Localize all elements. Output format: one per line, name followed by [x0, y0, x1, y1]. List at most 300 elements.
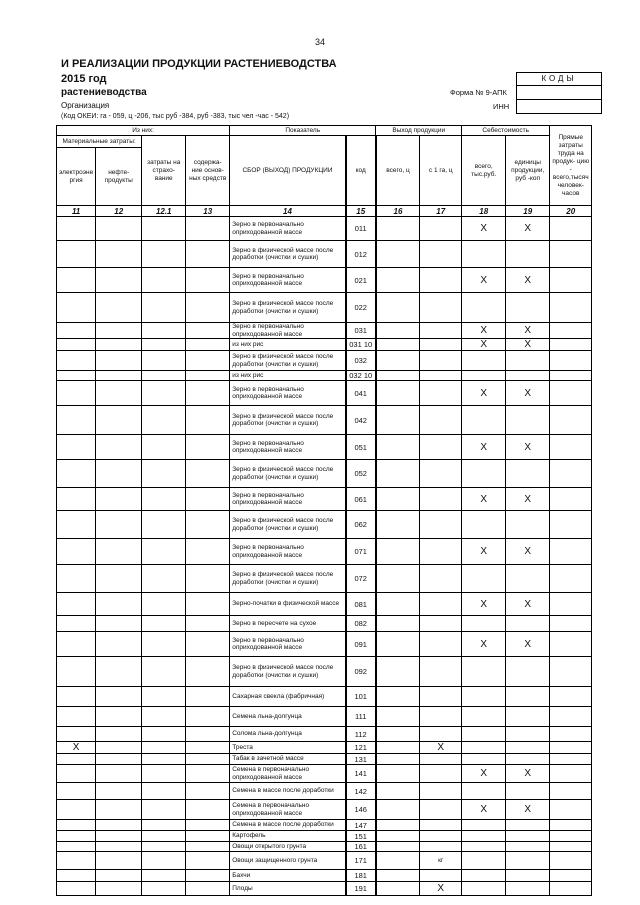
cell-c18: [462, 820, 506, 831]
cell-c17: [420, 632, 462, 657]
cell-c12-1: [142, 241, 186, 268]
cell-c13: [186, 488, 230, 511]
cell-c19: X: [506, 800, 550, 820]
cell-c12: [96, 783, 142, 800]
cell-c19: X: [506, 268, 550, 293]
row-code: 082: [346, 616, 376, 632]
row-code: 031: [346, 323, 376, 339]
cell-c12-1: [142, 406, 186, 435]
cell-c18: [462, 406, 506, 435]
cell-c19: X: [506, 539, 550, 565]
cell-c12-1: [142, 460, 186, 488]
cell-c19: [506, 783, 550, 800]
table-row: [57, 727, 592, 742]
cell-c20: [550, 381, 592, 406]
cell-c11: [57, 593, 96, 616]
table-row: [57, 241, 592, 268]
cell-c17: [420, 820, 462, 831]
production-table: [56, 125, 592, 896]
cell-c12-1: [142, 339, 186, 351]
cell-c18: [462, 241, 506, 268]
cell-c20: [550, 565, 592, 593]
row-code: 146: [346, 800, 376, 820]
row-code: 032: [346, 351, 376, 371]
cell-c11: [57, 381, 96, 406]
cell-c11: [57, 435, 96, 460]
cell-c13: [186, 754, 230, 765]
table-row: [57, 371, 592, 381]
title-line-3: растениеводства: [61, 87, 147, 98]
cell-c19: [506, 842, 550, 852]
header-c14: СБОР (ВЫХОД) ПРОДУКЦИИ: [230, 136, 346, 206]
cell-c16: [376, 460, 420, 488]
row-label: Овощи защищенного грунта: [230, 852, 346, 870]
row-label: Зерно в физической массе после доработки (очистки и сушки): [230, 460, 346, 488]
cell-c12: [96, 632, 142, 657]
cell-c16: [376, 882, 420, 896]
cell-c19: [506, 754, 550, 765]
cell-c13: [186, 351, 230, 371]
row-label: Зерно в физической массе после доработки (очистки и сушки): [230, 511, 346, 539]
cell-c20: [550, 657, 592, 687]
cell-c13: [186, 727, 230, 742]
table-row: [57, 742, 592, 754]
row-label: Бахчи: [230, 870, 346, 882]
table-row: [57, 406, 592, 435]
cell-c17: [420, 406, 462, 435]
cell-c16: [376, 870, 420, 882]
cell-c12-1: [142, 488, 186, 511]
table-row: [57, 217, 592, 241]
cell-c13: [186, 687, 230, 707]
cell-c12-1: [142, 707, 186, 727]
cell-c13: [186, 882, 230, 896]
table-row: [57, 488, 592, 511]
header-sebest: Себестоимость: [462, 126, 550, 136]
cell-c12: [96, 800, 142, 820]
cell-c20: [550, 435, 592, 460]
table-row: [57, 323, 592, 339]
codes-box: [516, 72, 602, 114]
cell-c19: [506, 870, 550, 882]
cell-c19: [506, 460, 550, 488]
cell-c13: [186, 632, 230, 657]
cell-c19: X: [506, 381, 550, 406]
cell-c18: X: [462, 435, 506, 460]
table-row: [57, 882, 592, 896]
cell-c12-1: [142, 268, 186, 293]
cell-c16: [376, 268, 420, 293]
cell-c12-1: [142, 657, 186, 687]
table-row: [57, 511, 592, 539]
cell-c18: [462, 565, 506, 593]
cell-c16: [376, 632, 420, 657]
cell-c12: [96, 742, 142, 754]
table-row: [57, 870, 592, 882]
cell-c20: [550, 870, 592, 882]
cell-c13: [186, 241, 230, 268]
cell-c20: [550, 742, 592, 754]
cell-c13: [186, 217, 230, 241]
cell-c12: [96, 754, 142, 765]
cell-c20: [550, 687, 592, 707]
cell-c19: [506, 371, 550, 381]
row-label: Зерно в физической массе после доработки (очистки и сушки): [230, 241, 346, 268]
cell-c19: X: [506, 488, 550, 511]
cell-c20: [550, 217, 592, 241]
header-material: Материальные затраты:: [57, 136, 142, 148]
cell-c20: [550, 293, 592, 323]
cell-c12: [96, 852, 142, 870]
cell-c11: [57, 217, 96, 241]
cell-c12: [96, 657, 142, 687]
header-c12-1: затраты на страхо- вание: [142, 136, 186, 206]
cell-c18: [462, 657, 506, 687]
cell-c12: [96, 687, 142, 707]
header-c16: всего, ц: [376, 136, 420, 206]
row-code: 101: [346, 687, 376, 707]
cell-c19: X: [506, 339, 550, 351]
header-c15: код: [346, 136, 376, 206]
row-code: 041: [346, 381, 376, 406]
cell-c20: [550, 268, 592, 293]
cell-c12: [96, 511, 142, 539]
cell-c18: X: [462, 765, 506, 783]
cell-c11: [57, 511, 96, 539]
cell-c12: [96, 217, 142, 241]
table-row: [57, 293, 592, 323]
cell-c13: [186, 707, 230, 727]
cell-c17: [420, 657, 462, 687]
cell-c19: [506, 511, 550, 539]
cell-c13: [186, 511, 230, 539]
cell-c19: [506, 687, 550, 707]
cell-c13: [186, 616, 230, 632]
row-code: 131: [346, 754, 376, 765]
row-label: Зерно в первоначально оприходованной массе: [230, 539, 346, 565]
cell-c16: [376, 593, 420, 616]
cell-c17: [420, 800, 462, 820]
cell-c12-1: [142, 852, 186, 870]
row-label: Зерно в физической массе после доработки (очистки и сушки): [230, 293, 346, 323]
cell-c12: [96, 435, 142, 460]
table-row: [57, 765, 592, 783]
cell-c11: [57, 657, 96, 687]
cell-c20: [550, 323, 592, 339]
cell-c12: [96, 241, 142, 268]
cell-c16: [376, 765, 420, 783]
inn-label: ИНН: [493, 102, 510, 111]
row-label: Картофель: [230, 831, 346, 842]
cell-c18: X: [462, 217, 506, 241]
cell-c12-1: [142, 800, 186, 820]
cell-c17: [420, 765, 462, 783]
row-code: 147: [346, 820, 376, 831]
cell-c12: [96, 406, 142, 435]
cell-c16: [376, 511, 420, 539]
cell-c18: X: [462, 539, 506, 565]
cell-c18: [462, 870, 506, 882]
title-line-2: 2015 год: [61, 73, 107, 85]
cell-c17: [420, 241, 462, 268]
cell-c18: X: [462, 268, 506, 293]
cell-c18: [462, 687, 506, 707]
cell-c16: [376, 488, 420, 511]
cell-c20: [550, 852, 592, 870]
cell-c19: [506, 351, 550, 371]
row-label: Зерно в первоначально оприходованной массе: [230, 435, 346, 460]
cell-c13: [186, 842, 230, 852]
cell-c18: [462, 371, 506, 381]
table-row: [57, 800, 592, 820]
cell-c19: X: [506, 593, 550, 616]
cell-c17: [420, 831, 462, 842]
cell-c11: [57, 632, 96, 657]
cell-c18: [462, 616, 506, 632]
header-iz-nih: Из них:: [57, 126, 230, 136]
table-row: [57, 565, 592, 593]
cell-c12-1: [142, 323, 186, 339]
cell-c11: [57, 323, 96, 339]
table-row: [57, 707, 592, 727]
cell-c11: [57, 371, 96, 381]
cell-c13: [186, 371, 230, 381]
row-code: 181: [346, 870, 376, 882]
cell-c12-1: [142, 565, 186, 593]
cell-c16: [376, 616, 420, 632]
cell-c16: [376, 831, 420, 842]
cell-c11: [57, 241, 96, 268]
cell-c13: [186, 800, 230, 820]
header-c12: нефте- продукты: [96, 148, 142, 206]
cell-c12: [96, 727, 142, 742]
col-number: 13: [186, 206, 230, 217]
cell-c17: [420, 435, 462, 460]
row-label: Зерно в первоначально оприходованной массе: [230, 632, 346, 657]
cell-c19: [506, 820, 550, 831]
cell-c16: [376, 707, 420, 727]
cell-c11: [57, 268, 96, 293]
cell-c18: [462, 754, 506, 765]
cell-c16: [376, 323, 420, 339]
cell-c16: [376, 754, 420, 765]
cell-c13: [186, 268, 230, 293]
row-code: 142: [346, 783, 376, 800]
row-label: Зерно в физической массе после доработки (очистки и сушки): [230, 351, 346, 371]
cell-c12: [96, 351, 142, 371]
cell-c12-1: [142, 727, 186, 742]
cell-c20: [550, 765, 592, 783]
header-c19: единицы продукции, руб -коп: [506, 136, 550, 206]
row-code: 051: [346, 435, 376, 460]
cell-c19: [506, 742, 550, 754]
cell-c19: X: [506, 217, 550, 241]
cell-c13: [186, 323, 230, 339]
cell-c11: [57, 406, 96, 435]
row-label: Семена в первоначально оприходованной массе: [230, 765, 346, 783]
cell-c11: [57, 820, 96, 831]
cell-c20: [550, 783, 592, 800]
cell-c18: [462, 511, 506, 539]
cell-c11: X: [57, 742, 96, 754]
cell-c20: [550, 882, 592, 896]
cell-c12-1: [142, 351, 186, 371]
cell-c12-1: [142, 616, 186, 632]
col-number: 17: [420, 206, 462, 217]
cell-c19: X: [506, 435, 550, 460]
cell-c19: [506, 882, 550, 896]
table-row: [57, 460, 592, 488]
cell-c16: [376, 742, 420, 754]
cell-c20: [550, 842, 592, 852]
table-row: [57, 632, 592, 657]
cell-c18: [462, 293, 506, 323]
cell-c11: [57, 460, 96, 488]
cell-c20: [550, 539, 592, 565]
row-label: Семена в массе после доработки: [230, 783, 346, 800]
cell-c12-1: [142, 371, 186, 381]
row-code: 071: [346, 539, 376, 565]
col-number: 15: [346, 206, 376, 217]
row-label: Зерно-початки в физической массе: [230, 593, 346, 616]
cell-c11: [57, 800, 96, 820]
col-number: 20: [550, 206, 592, 217]
cell-c12: [96, 323, 142, 339]
cell-c17: [420, 351, 462, 371]
cell-c12-1: [142, 632, 186, 657]
cell-c17: [420, 539, 462, 565]
col-number: 11: [57, 206, 96, 217]
cell-c13: [186, 852, 230, 870]
organization-label: Организация: [61, 101, 110, 110]
cell-c19: [506, 241, 550, 268]
cell-c18: X: [462, 339, 506, 351]
cell-c20: [550, 460, 592, 488]
cell-c19: [506, 852, 550, 870]
row-label: Сахарная свекла (фабричная): [230, 687, 346, 707]
cell-c19: X: [506, 632, 550, 657]
cell-c19: X: [506, 765, 550, 783]
cell-c17: [420, 687, 462, 707]
cell-c11: [57, 707, 96, 727]
table-row: [57, 783, 592, 800]
cell-c18: [462, 707, 506, 727]
cell-c17: [420, 268, 462, 293]
cell-c16: [376, 351, 420, 371]
cell-c13: [186, 831, 230, 842]
cell-c16: [376, 800, 420, 820]
cell-c13: [186, 460, 230, 488]
cell-c18: [462, 742, 506, 754]
cell-c13: [186, 539, 230, 565]
cell-c18: X: [462, 323, 506, 339]
cell-c19: [506, 727, 550, 742]
cell-c13: [186, 765, 230, 783]
row-code: 061: [346, 488, 376, 511]
inn-code-cell: [517, 100, 601, 114]
row-label: Зерно в физической массе после доработки (очистки и сушки): [230, 657, 346, 687]
row-label: Зерно в физической массе после доработки (очистки и сушки): [230, 406, 346, 435]
col-number: 14: [230, 206, 346, 217]
cell-c12-1: [142, 511, 186, 539]
cell-c16: [376, 852, 420, 870]
cell-c20: [550, 511, 592, 539]
row-label: Семена в первоначально оприходованной массе: [230, 800, 346, 820]
cell-c12: [96, 488, 142, 511]
cell-c18: X: [462, 593, 506, 616]
row-code: 012: [346, 241, 376, 268]
cell-c17: [420, 870, 462, 882]
cell-c17: [420, 707, 462, 727]
cell-c12-1: [142, 217, 186, 241]
cell-c13: [186, 870, 230, 882]
table-row: [57, 687, 592, 707]
row-code: 042: [346, 406, 376, 435]
cell-c12: [96, 293, 142, 323]
row-label: Зерно в пересчете на сухое: [230, 616, 346, 632]
row-code: 021: [346, 268, 376, 293]
col-number: 19: [506, 206, 550, 217]
cell-c17: [420, 565, 462, 593]
cell-c16: [376, 435, 420, 460]
cell-c12-1: [142, 381, 186, 406]
cell-c19: [506, 831, 550, 842]
table-row: [57, 593, 592, 616]
row-label: Зерно в физической массе после доработки (очистки и сушки): [230, 565, 346, 593]
cell-c16: [376, 565, 420, 593]
cell-c11: [57, 765, 96, 783]
cell-c18: X: [462, 632, 506, 657]
cell-c18: [462, 842, 506, 852]
cell-c18: X: [462, 488, 506, 511]
row-code: 022: [346, 293, 376, 323]
cell-c11: [57, 882, 96, 896]
cell-c13: [186, 783, 230, 800]
cell-c18: [462, 727, 506, 742]
cell-c12: [96, 707, 142, 727]
cell-c19: [506, 565, 550, 593]
form-code-cell: [517, 86, 601, 100]
row-code: 151: [346, 831, 376, 842]
cell-c20: [550, 351, 592, 371]
table-row: [57, 435, 592, 460]
cell-c20: [550, 754, 592, 765]
cell-c16: [376, 371, 420, 381]
cell-c13: [186, 435, 230, 460]
table-row: [57, 852, 592, 870]
cell-c20: [550, 339, 592, 351]
cell-c20: [550, 406, 592, 435]
row-code: 171: [346, 852, 376, 870]
row-code: 161: [346, 842, 376, 852]
cell-c11: [57, 831, 96, 842]
cell-c11: [57, 687, 96, 707]
cell-c12: [96, 882, 142, 896]
row-code: 072: [346, 565, 376, 593]
cell-c17: [420, 727, 462, 742]
cell-c17: [420, 460, 462, 488]
cell-c12-1: [142, 742, 186, 754]
cell-c17: [420, 339, 462, 351]
row-code: 011: [346, 217, 376, 241]
cell-c19: [506, 406, 550, 435]
row-code: 031 10: [346, 339, 376, 351]
form-label: Форма № 9-АПК: [450, 88, 507, 97]
table-row: [57, 339, 592, 351]
codes-header: КОДЫ: [517, 73, 601, 86]
cell-c11: [57, 351, 96, 371]
cell-c18: [462, 460, 506, 488]
